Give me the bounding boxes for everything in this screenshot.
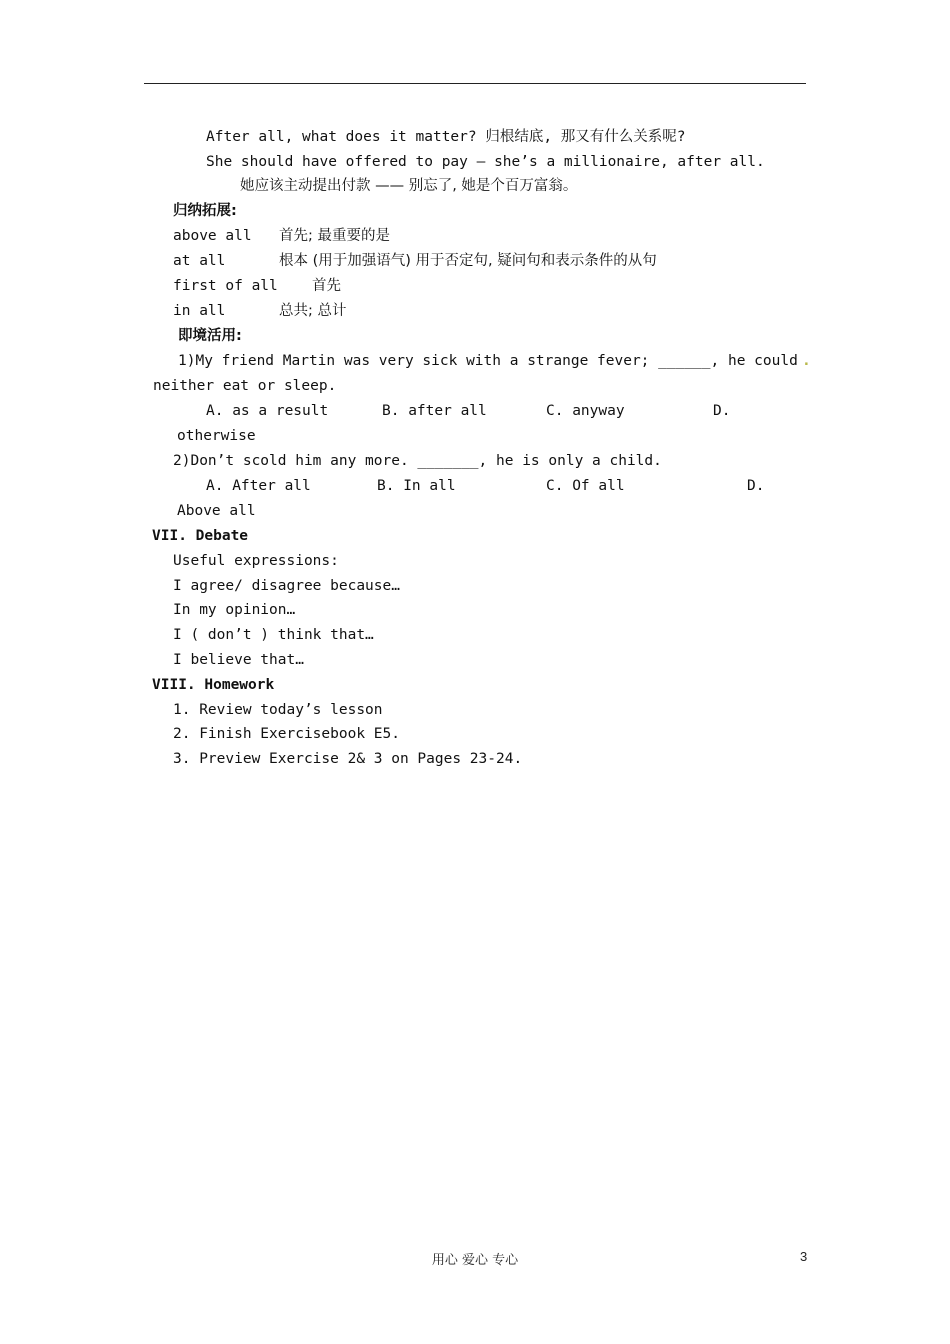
expansion-meaning: 首先; 最重要的是 [279, 228, 390, 244]
question-1-option-d-text: otherwise [177, 428, 256, 444]
homework-item: 3. Preview Exercise 2& 3 on Pages 23-24. [173, 751, 523, 767]
marker-dot: . [802, 353, 811, 369]
homework-item: 2. Finish Exercisebook E5. [173, 726, 400, 742]
homework-item: 1. Review today’s lesson [173, 702, 383, 718]
expansion-term: first of all [173, 278, 278, 294]
expansion-term: at all [173, 253, 226, 269]
question-1-option-d: D. [713, 403, 731, 419]
question-1-option-a: A. as a result [206, 403, 329, 419]
question-2-stem: 2)Don’t scold him any more. _______, he is only a child. [173, 453, 662, 469]
practice-heading: 即境活用: [178, 328, 242, 344]
question-2-option-b: B. In all [377, 478, 456, 494]
example-line-1: After all, what does it matter? 归根结底, 那又有什么关系呢? [206, 129, 686, 145]
example-line-3: 她应该主动提出付款 —— 别忘了, 她是个百万富翁。 [240, 178, 578, 194]
debate-line: I believe that… [173, 652, 304, 668]
expansion-meaning: 根本 (用于加强语气) 用于否定句, 疑问句和表示条件的从句 [279, 253, 657, 269]
question-1-option-c: C. anyway [546, 403, 625, 419]
question-1-option-b: B. after all [382, 403, 487, 419]
header-rule [144, 83, 806, 84]
question-2-option-a: A. After all [206, 478, 311, 494]
homework-heading: VIII. Homework [152, 677, 275, 693]
debate-line: I agree/ disagree because… [173, 578, 400, 594]
debate-line: I ( don’t ) think that… [173, 627, 374, 643]
expansion-heading: 归纳拓展: [173, 203, 237, 219]
expansion-meaning: 首先 [312, 278, 341, 294]
question-1-stem-continued: neither eat or sleep. [153, 378, 337, 394]
footer-motto: 用心 爱心 专心 [431, 1253, 519, 1268]
debate-heading: VII. Debate [152, 528, 249, 544]
example-line-2: She should have offered to pay — she’s a millionaire, after all. [206, 154, 765, 170]
question-2-option-d: D. [747, 478, 765, 494]
question-1-stem: 1)My friend Martin was very sick with a strange fever; ______, he could [178, 353, 798, 369]
expansion-meaning: 总共; 总计 [279, 303, 347, 319]
expansion-term: in all [173, 303, 226, 319]
debate-line: Useful expressions: [173, 553, 339, 569]
debate-line: In my opinion… [173, 602, 296, 618]
question-2-option-c: C. Of all [546, 478, 625, 494]
question-2-option-d-text: Above all [177, 503, 256, 519]
expansion-term: above all [173, 228, 252, 244]
page-number: 3 [800, 1249, 808, 1264]
